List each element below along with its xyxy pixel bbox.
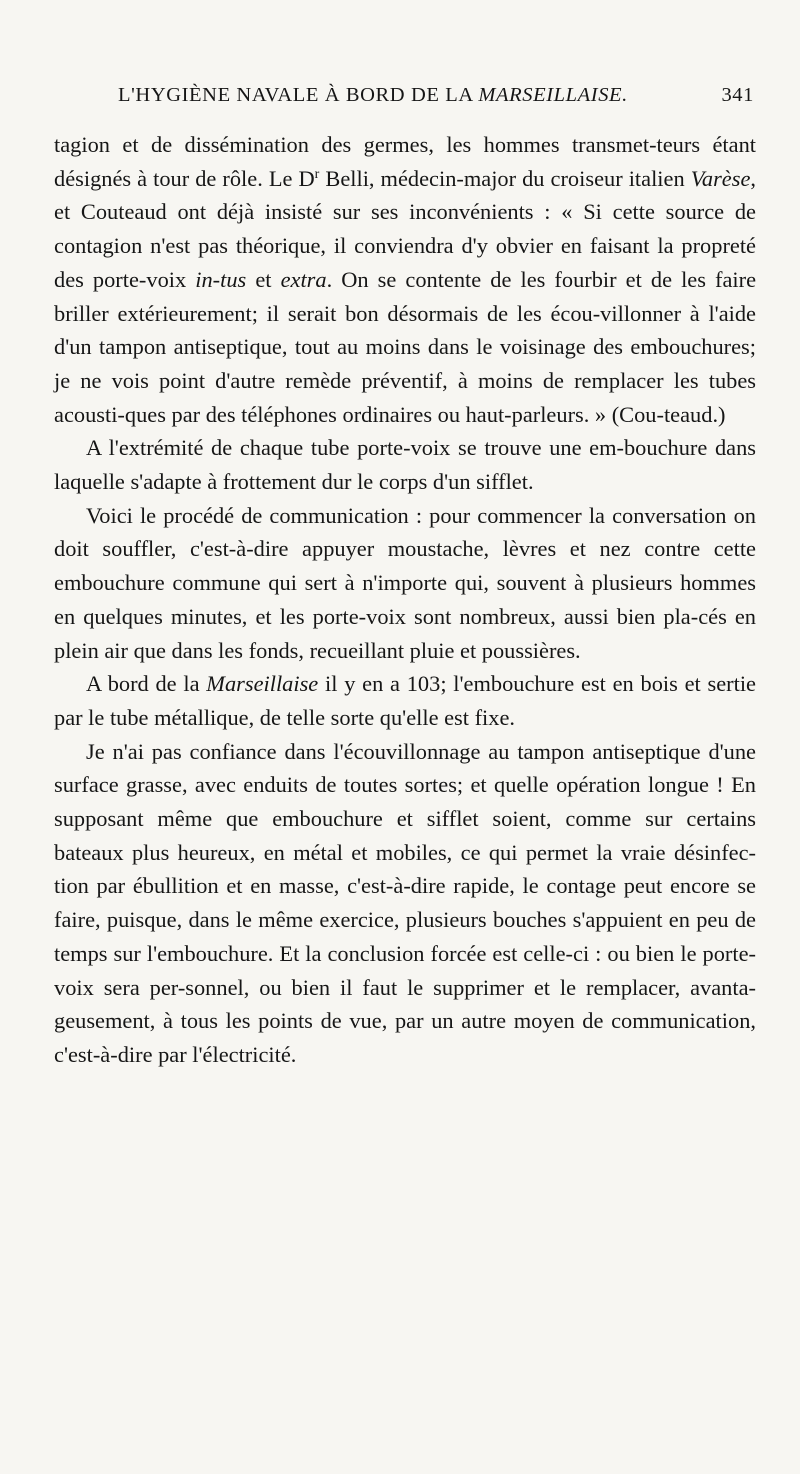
body-text — [54, 128, 756, 1072]
paragraph-text: A l'extrémité de chaque tube porte-voix se trouve une em-bouchure dans laquelle s'adapte à frottement dur le corps d'un sifflet. — [54, 435, 756, 495]
paragraph-text: il y en a 103; l'embouchure est en bois et sertie par le tube métallique, de telle sorte qu'elle est fixe. — [54, 671, 756, 730]
paragraph-text: . On se contente de les fourbir et de les faire briller extérieurement; il serait bon désormais de les écou-villonner à l'aide d'un tampon antiseptique, tout au moins dans le voisinage des embouchures; je ne vois point d'autre remède préventif, à moins de remplacer les tubes acousti-ques par des téléphones ordinaires ou haut-parleurs. » (Cou-teaud.) — [54, 266, 757, 427]
italic-text: Varèse — [690, 165, 751, 191]
running-head-ship-name: MARSEILLAISE. — [478, 84, 628, 106]
paragraph-text: Voici le procédé de communication : pour commencer la conversation on doit souffler, c'est-à-dire appuyer moustache, lèvres et nez contre cette embouchure commune qui sert à n'importe qui, souvent à plusieurs hommes en quelques minutes, et les porte-voix sont nombreux, aussi bien pla-cés en plein air que dans les fonds, recueillant pluie et poussières. — [54, 502, 756, 663]
paragraph — [54, 667, 756, 734]
paragraph — [54, 128, 756, 431]
paragraph-text: , et Couteaud ont déjà insisté sur ses inconvénients : « Si cette source de contagion n'est pas théorique, il conviendra d'y obvier en faisant la propreté des porte-voix — [54, 165, 756, 292]
paragraph-text: tagion et de dissémination des germes, les hommes transmet-teurs étant désignés à tour de rôle. Le D — [54, 132, 756, 191]
superscript-text: r — [314, 166, 320, 182]
paragraph — [54, 735, 756, 1072]
paragraph-text: Je n'ai pas confiance dans l'écouvillonnage au tampon antiseptique d'une surface grasse, avec enduits de toutes sortes; et quelle opération longue ! En supposant même que embouchure et sifflet soient, comme sur certains bateaux plus heureux, en métal et mobiles, ce qui permet la vraie désinfec-tion par ébullition et en masse, c'est-à-dire rapide, le contage peut encore se faire, puisque, dans le même exercice, plusieurs bouches s'appuient en peu de temps sur l'embouchure. Et la conclusion forcée est celle-ci : ou bien le porte-voix sera per-sonnel, ou bien il faut le supprimer et le remplacer, avanta-geusement, à tous les points de vue, par un autre moyen de communication, c'est-à-dire par l'électricité. — [54, 738, 756, 1067]
paragraph — [54, 431, 756, 498]
page-header — [118, 84, 754, 114]
paragraph-text: et — [246, 266, 281, 292]
paragraph-text: A bord de la — [86, 671, 207, 697]
italic-text: extra — [280, 266, 327, 292]
paragraph — [54, 499, 756, 668]
paragraph-text: Belli, médecin-major du croiseur italien — [319, 165, 691, 191]
running-head-text: L'HYGIÈNE NAVALE À BORD DE LA — [118, 84, 479, 106]
page-number: 341 — [721, 84, 754, 106]
italic-text: in-tus — [195, 266, 247, 292]
running-head — [118, 84, 628, 107]
italic-text: Marseillaise — [206, 671, 319, 697]
